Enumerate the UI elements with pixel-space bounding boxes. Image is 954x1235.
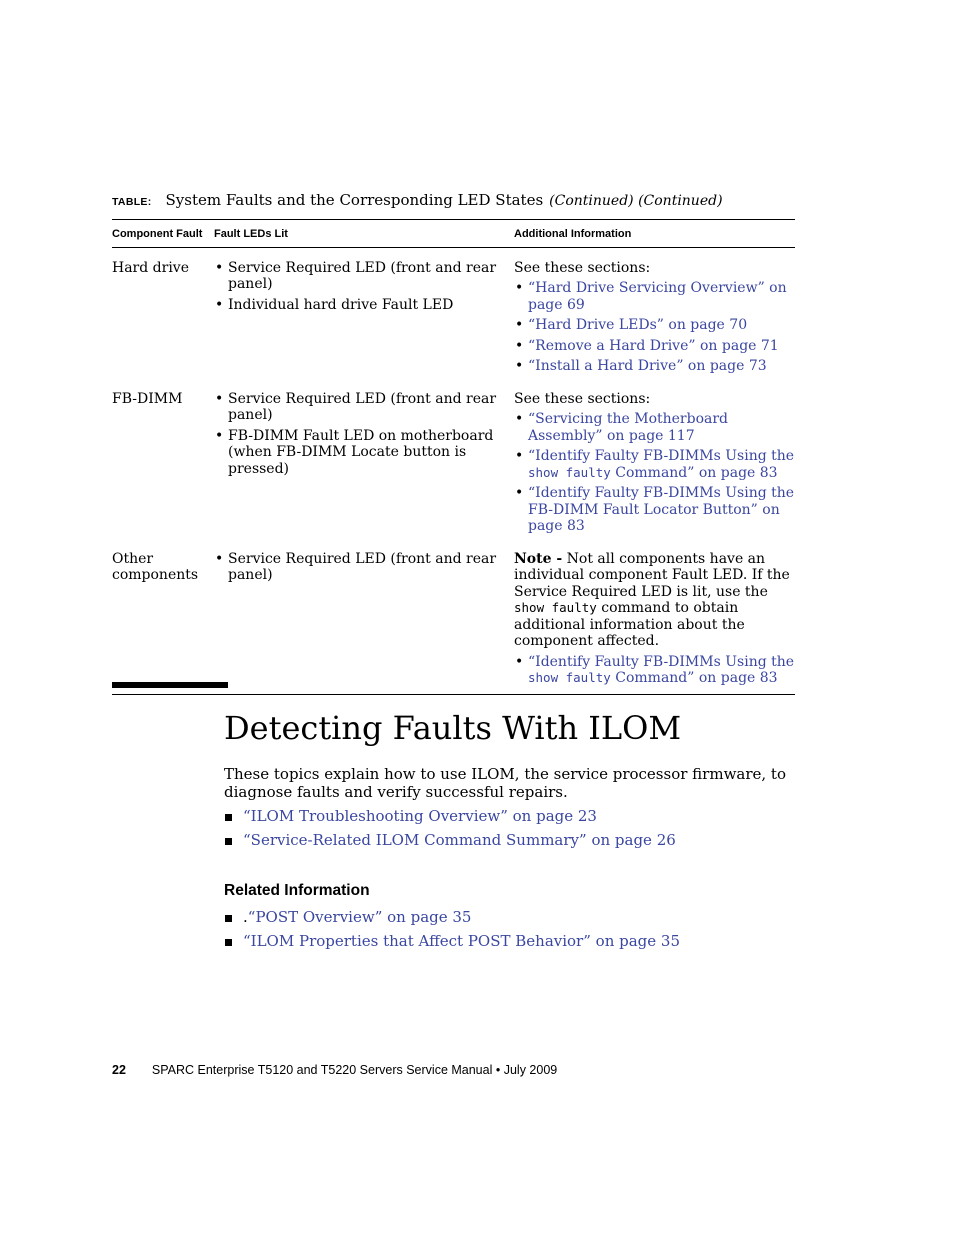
footer-separator: • [495, 1063, 501, 1077]
code-show-faulty: show faulty [528, 670, 611, 685]
list-item [224, 932, 680, 956]
component-cell: Hard drive [112, 259, 189, 276]
led-item: • Individual hard drive Fault LED [214, 297, 514, 314]
leds-cell [214, 247, 514, 379]
list-item [514, 317, 795, 334]
table-title: System Faults and the Corresponding LED States [165, 191, 544, 209]
link-text: “Identify Faulty FB-DIMMs Using the [528, 448, 795, 464]
info-cell [514, 247, 795, 379]
section-rule [112, 682, 228, 688]
link-text: Command” on page 83 [615, 670, 778, 686]
link-post-overview[interactable]: “POST Overview” on page 35 [247, 908, 472, 926]
table-row [112, 247, 795, 379]
leds-cell [214, 379, 514, 539]
link-identify-fbdimms-show-faulty[interactable] [528, 448, 794, 481]
link-ilom-command-summary[interactable]: “Service-Related ILOM Command Summary” on page 26 [243, 831, 676, 849]
footer-date: July 2009 [503, 1063, 558, 1077]
link-remove-hard-drive[interactable]: “Remove a Hard Drive” on page 71 [528, 337, 779, 354]
link-text: “Identify Faulty FB-DIMMs Using the [528, 653, 795, 670]
manual-title: SPARC Enterprise T5120 and T5220 Servers Service Manual [151, 1063, 493, 1077]
table-continued: (Continued) (Continued) [549, 193, 723, 209]
page-number: 22 [112, 1063, 126, 1077]
section-title: Detecting Faults With ILOM [224, 709, 682, 747]
info-cell [514, 379, 795, 539]
stray-period: . [243, 908, 248, 926]
list-item [224, 807, 676, 831]
note [514, 551, 795, 650]
link-servicing-motherboard[interactable]: “Servicing the Motherboard Assembly” on page 117 [528, 411, 729, 444]
faults-table [112, 219, 795, 695]
list-item [514, 280, 795, 313]
code-show-faulty: show faulty [528, 464, 611, 480]
related-info-heading: Related Information [224, 882, 370, 899]
table-row [112, 379, 795, 539]
led-item: • FB-DIMM Fault LED on motherboard (when FB-DIMM Locate button is pressed) [214, 428, 514, 478]
info-intro: See these sections: [514, 259, 651, 276]
note-text: Not all components have an individual component Fault LED. If the Service Required LED is lit, use the [514, 550, 790, 600]
info-intro: See these sections: [514, 390, 651, 407]
list-item [514, 448, 795, 481]
table-row [112, 539, 795, 695]
led-item: • Service Required LED (front and rear panel) [214, 551, 514, 584]
list-item [514, 654, 795, 687]
table-label: TABLE: [112, 196, 152, 208]
list-item [514, 485, 795, 535]
header-component-fault: Component Fault [112, 220, 214, 248]
component-cell: Other components [112, 539, 214, 695]
section-intro: These topics explain how to use ILOM, the service processor firmware, to diagnose faults and verify successful repairs. [224, 765, 786, 801]
link-ilom-troubleshooting[interactable]: “ILOM Troubleshooting Overview” on page 23 [243, 807, 597, 825]
led-item: • Service Required LED (front and rear panel) [214, 391, 514, 424]
link-text: Command” on page 83 [615, 464, 778, 481]
link-identify-fbdimms-locator[interactable]: “Identify Faulty FB-DIMMs Using the FB-DIMM Fault Locator Button” on page 83 [528, 485, 795, 534]
header-fault-leds: Fault LEDs Lit [214, 220, 514, 248]
list-item [224, 908, 680, 932]
list-item [224, 831, 676, 855]
table-caption [112, 191, 723, 209]
code-show-faulty: show faulty [514, 600, 597, 615]
link-hard-drive-leds[interactable]: “Hard Drive LEDs” on page 70 [528, 317, 748, 333]
page-footer [112, 1063, 557, 1077]
link-hard-drive-servicing[interactable]: “Hard Drive Servicing Overview” on page 69 [528, 280, 787, 313]
link-install-hard-drive[interactable]: “Install a Hard Drive” on page 73 [528, 358, 767, 374]
header-additional-info: Additional Information [514, 220, 795, 248]
list-item [514, 358, 795, 375]
topics-list [224, 807, 676, 855]
note-text: command to obtain additional information about the component affected. [514, 600, 745, 649]
led-item: • Service Required LED (front and rear panel) [214, 260, 514, 293]
related-list [224, 908, 680, 956]
list-item [514, 411, 795, 444]
info-cell [514, 539, 795, 695]
link-identify-fbdimms-show-faulty[interactable] [528, 654, 794, 687]
note-label: Note - [514, 550, 563, 567]
leds-cell [214, 539, 514, 695]
list-item [514, 338, 795, 355]
link-ilom-properties-post[interactable]: “ILOM Properties that Affect POST Behavior” on page 35 [243, 932, 681, 950]
component-cell: FB-DIMM [112, 390, 183, 407]
table-header-row [112, 220, 795, 248]
